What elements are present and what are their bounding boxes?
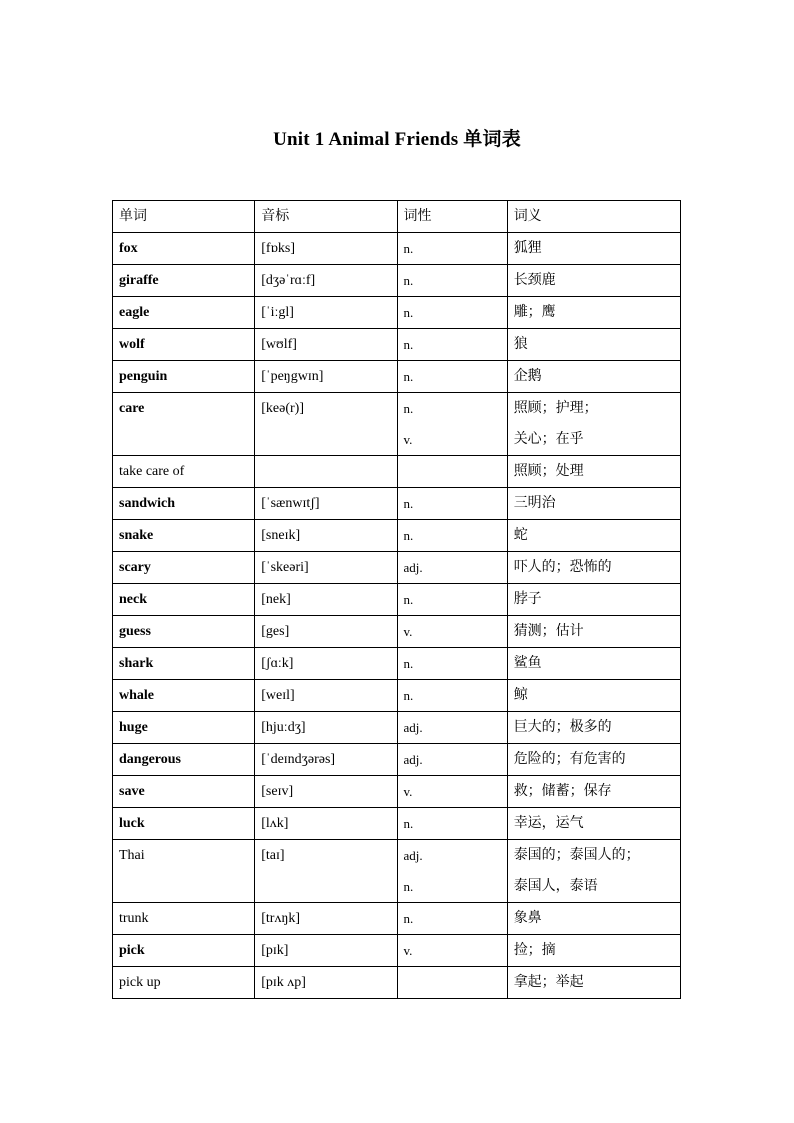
table-row xyxy=(113,616,681,648)
cell-phonetic xyxy=(255,456,397,488)
pos-line: n. xyxy=(403,337,414,352)
cell-part-of-speech xyxy=(397,329,507,361)
cell-part-of-speech xyxy=(397,712,507,744)
pos-line: n. xyxy=(403,241,414,256)
pos-line: adj. xyxy=(403,720,423,735)
vocabulary-table xyxy=(112,200,681,999)
cell-phonetic: [sneɪk] xyxy=(255,520,397,552)
meaning-line: 泰国人，泰语 xyxy=(513,878,598,894)
cell-word: save xyxy=(113,776,255,808)
header-meaning: 词义 xyxy=(507,201,680,233)
cell-phonetic: [fɒks] xyxy=(255,233,397,265)
cell-word: scary xyxy=(113,552,255,584)
cell-word: take care of xyxy=(113,456,255,488)
cell-phonetic: [ges] xyxy=(255,616,397,648)
cell-meaning xyxy=(507,712,680,744)
meaning-line: 狐狸 xyxy=(513,240,542,256)
cell-part-of-speech xyxy=(397,776,507,808)
meaning-line: 危险的；有危害的 xyxy=(513,751,626,767)
cell-phonetic: [ˈdeɪndʒərəs] xyxy=(255,744,397,776)
cell-word: eagle xyxy=(113,297,255,329)
cell-meaning xyxy=(507,967,680,999)
cell-phonetic: [seɪv] xyxy=(255,776,397,808)
table-row xyxy=(113,967,681,999)
cell-phonetic: [ˈpeŋgwɪn] xyxy=(255,361,397,393)
table-row xyxy=(113,840,681,903)
cell-meaning xyxy=(507,903,680,935)
cell-part-of-speech xyxy=(397,744,507,776)
cell-part-of-speech xyxy=(397,808,507,840)
meaning-line: 长颈鹿 xyxy=(513,272,556,288)
header-part-of-speech: 词性 xyxy=(397,201,507,233)
cell-meaning xyxy=(507,520,680,552)
table-row xyxy=(113,265,681,297)
cell-phonetic: [wʊlf] xyxy=(255,329,397,361)
cell-part-of-speech xyxy=(397,297,507,329)
cell-meaning xyxy=(507,808,680,840)
header-word: 单词 xyxy=(113,201,255,233)
pos-line: adj. xyxy=(403,752,423,767)
cell-part-of-speech xyxy=(397,233,507,265)
table-row xyxy=(113,361,681,393)
cell-phonetic: [trʌŋk] xyxy=(255,903,397,935)
meaning-line: 蛇 xyxy=(513,527,528,543)
cell-meaning xyxy=(507,584,680,616)
pos-line: adj. xyxy=(403,560,423,575)
table-header-row xyxy=(113,201,681,233)
cell-word: neck xyxy=(113,584,255,616)
table-row xyxy=(113,648,681,680)
cell-phonetic: [lʌk] xyxy=(255,808,397,840)
cell-meaning xyxy=(507,840,680,903)
meaning-line: 鲨鱼 xyxy=(513,655,542,671)
meaning-line: 企鹅 xyxy=(513,368,542,384)
cell-phonetic: [ˈsænwɪtʃ] xyxy=(255,488,397,520)
table-row xyxy=(113,456,681,488)
table-row xyxy=(113,297,681,329)
vocabulary-table-body xyxy=(113,201,681,999)
meaning-line: 巨大的；极多的 xyxy=(513,719,612,735)
table-row xyxy=(113,808,681,840)
table-row xyxy=(113,680,681,712)
meaning-line: 捡；摘 xyxy=(513,942,556,958)
cell-part-of-speech xyxy=(397,648,507,680)
pos-line: v. xyxy=(403,624,413,639)
cell-phonetic: [ʃɑːk] xyxy=(255,648,397,680)
cell-part-of-speech xyxy=(397,584,507,616)
pos-line: n. xyxy=(403,528,414,543)
cell-part-of-speech xyxy=(397,840,507,903)
cell-part-of-speech xyxy=(397,616,507,648)
cell-part-of-speech xyxy=(397,393,507,456)
meaning-line: 狼 xyxy=(513,336,528,352)
table-row xyxy=(113,488,681,520)
cell-meaning xyxy=(507,552,680,584)
cell-part-of-speech xyxy=(397,967,507,999)
pos-line: n. xyxy=(403,273,414,288)
meaning-line: 雕；鹰 xyxy=(513,304,556,320)
cell-meaning xyxy=(507,776,680,808)
cell-meaning xyxy=(507,744,680,776)
meaning-line: 三明治 xyxy=(513,495,556,511)
cell-word: dangerous xyxy=(113,744,255,776)
table-row xyxy=(113,712,681,744)
meaning-line: 关心；在乎 xyxy=(513,431,584,447)
cell-meaning xyxy=(507,393,680,456)
meaning-line: 幸运，运气 xyxy=(513,815,584,831)
cell-word: trunk xyxy=(113,903,255,935)
cell-word: wolf xyxy=(113,329,255,361)
pos-line: adj. xyxy=(403,848,423,863)
pos-line: v. xyxy=(403,432,413,447)
cell-word: huge xyxy=(113,712,255,744)
cell-part-of-speech xyxy=(397,361,507,393)
cell-word: pick up xyxy=(113,967,255,999)
page-title: Unit 1 Animal Friends 单词表 xyxy=(273,129,521,150)
cell-meaning xyxy=(507,265,680,297)
cell-word: guess xyxy=(113,616,255,648)
cell-meaning xyxy=(507,935,680,967)
cell-phonetic: [ˈiːgl] xyxy=(255,297,397,329)
table-row xyxy=(113,776,681,808)
cell-meaning xyxy=(507,616,680,648)
cell-phonetic: [taɪ] xyxy=(255,840,397,903)
cell-meaning xyxy=(507,680,680,712)
table-row xyxy=(113,520,681,552)
cell-phonetic: [weɪl] xyxy=(255,680,397,712)
cell-word: pick xyxy=(113,935,255,967)
cell-phonetic: [ˈskeəri] xyxy=(255,552,397,584)
cell-word: sandwich xyxy=(113,488,255,520)
cell-meaning xyxy=(507,488,680,520)
pos-line: n. xyxy=(403,305,414,320)
cell-part-of-speech xyxy=(397,456,507,488)
meaning-line: 救；储蓄；保存 xyxy=(513,783,612,799)
cell-word: Thai xyxy=(113,840,255,903)
pos-line: n. xyxy=(403,911,414,926)
cell-phonetic: [dʒəˈrɑːf] xyxy=(255,265,397,297)
table-row xyxy=(113,233,681,265)
cell-phonetic: [pɪk ʌp] xyxy=(255,967,397,999)
cell-word: luck xyxy=(113,808,255,840)
cell-word: whale xyxy=(113,680,255,712)
cell-meaning xyxy=(507,648,680,680)
pos-line: n. xyxy=(403,496,414,511)
meaning-line: 鲸 xyxy=(513,687,528,703)
cell-word: shark xyxy=(113,648,255,680)
cell-word: penguin xyxy=(113,361,255,393)
table-row xyxy=(113,903,681,935)
table-row xyxy=(113,744,681,776)
pos-line: v. xyxy=(403,784,413,799)
cell-part-of-speech xyxy=(397,488,507,520)
pos-line: n. xyxy=(403,688,414,703)
meaning-line: 泰国的；泰国人的； xyxy=(513,847,640,863)
cell-part-of-speech xyxy=(397,680,507,712)
pos-line: n. xyxy=(403,879,414,894)
table-row xyxy=(113,935,681,967)
meaning-line: 脖子 xyxy=(513,591,542,607)
cell-part-of-speech xyxy=(397,520,507,552)
cell-part-of-speech xyxy=(397,552,507,584)
pos-line: n. xyxy=(403,816,414,831)
cell-meaning xyxy=(507,329,680,361)
cell-word: fox xyxy=(113,233,255,265)
cell-meaning xyxy=(507,233,680,265)
meaning-line: 猜测；估计 xyxy=(513,623,584,639)
cell-part-of-speech xyxy=(397,903,507,935)
table-row xyxy=(113,393,681,456)
pos-line: n. xyxy=(403,369,414,384)
pos-line: n. xyxy=(403,401,414,416)
header-phonetic: 音标 xyxy=(255,201,397,233)
table-row xyxy=(113,552,681,584)
pos-line: n. xyxy=(403,592,414,607)
meaning-line: 吓人的；恐怖的 xyxy=(513,559,612,575)
cell-part-of-speech xyxy=(397,935,507,967)
cell-meaning xyxy=(507,361,680,393)
cell-word: giraffe xyxy=(113,265,255,297)
meaning-line: 拿起；举起 xyxy=(513,974,584,990)
cell-phonetic: [hjuːdʒ] xyxy=(255,712,397,744)
cell-phonetic: [nek] xyxy=(255,584,397,616)
pos-line: n. xyxy=(403,656,414,671)
cell-word: care xyxy=(113,393,255,456)
cell-phonetic: [keə(r)] xyxy=(255,393,397,456)
meaning-line: 照顾；护理； xyxy=(513,400,598,416)
cell-part-of-speech xyxy=(397,265,507,297)
cell-meaning xyxy=(507,456,680,488)
cell-phonetic: [pɪk] xyxy=(255,935,397,967)
meaning-line: 象鼻 xyxy=(513,910,542,926)
pos-line: v. xyxy=(403,943,413,958)
cell-word: snake xyxy=(113,520,255,552)
meaning-line: 照顾；处理 xyxy=(513,463,584,479)
table-row xyxy=(113,329,681,361)
table-row xyxy=(113,584,681,616)
cell-meaning xyxy=(507,297,680,329)
